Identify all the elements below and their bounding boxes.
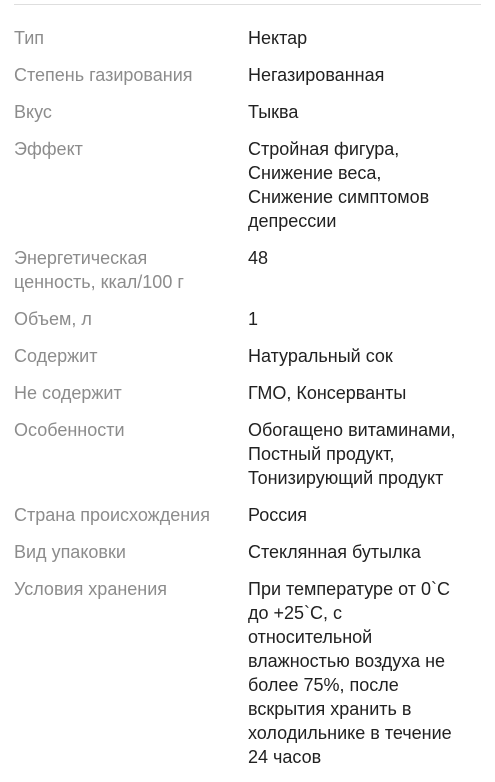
spec-row-energy [0,246,495,294]
spec-label: Объем, л [14,309,92,329]
spec-value: 48 [248,248,269,268]
spec-value: Обогащено витаминами, Постный продукт, Тонизирующий продукт [248,420,456,488]
spec-value: ГМО, Консерванты [248,383,407,403]
spec-row-storage [0,577,495,769]
spec-row-effect [0,137,495,233]
spec-row-volume [0,307,495,331]
spec-row-features [0,418,495,490]
spec-label: Эффект [14,139,83,159]
spec-row-free-from [0,381,495,405]
spec-label: Вкус [14,102,52,122]
spec-value: Натуральный сок [248,346,393,366]
spec-value: Стеклянная бутылка [248,542,421,562]
spec-label: Вид упаковки [14,542,126,562]
spec-row-type [0,26,495,50]
spec-label: Энергетическая ценность, ккал/100 г [14,248,184,292]
spec-value: Нектар [248,28,308,48]
top-divider [14,4,481,5]
spec-value: Стройная фигура, Снижение веса, Снижение симптомов депрессии [248,139,430,231]
spec-label: Степень газирования [14,65,193,85]
product-specs-list [0,26,495,782]
spec-label: Тип [14,28,45,48]
spec-row-packaging [0,540,495,564]
spec-value: Россия [248,505,308,525]
spec-row-country [0,503,495,527]
spec-label: Особенности [14,420,125,440]
spec-value: При температуре от 0`С до +25`С, с относительной влажностью воздуха не более 75%, после вскрытия хранить в холодильнике в течение 24 часов [248,579,452,767]
spec-label: Условия хранения [14,579,168,599]
spec-row-flavor [0,100,495,124]
spec-row-contains [0,344,495,368]
spec-label: Содержит [14,346,98,366]
spec-value: Негазированная [248,65,385,85]
spec-label: Не содержит [14,383,122,403]
spec-value: 1 [248,309,259,329]
spec-value: Тыква [248,102,299,122]
spec-label: Страна происхождения [14,505,210,525]
spec-row-carbonation [0,63,495,87]
